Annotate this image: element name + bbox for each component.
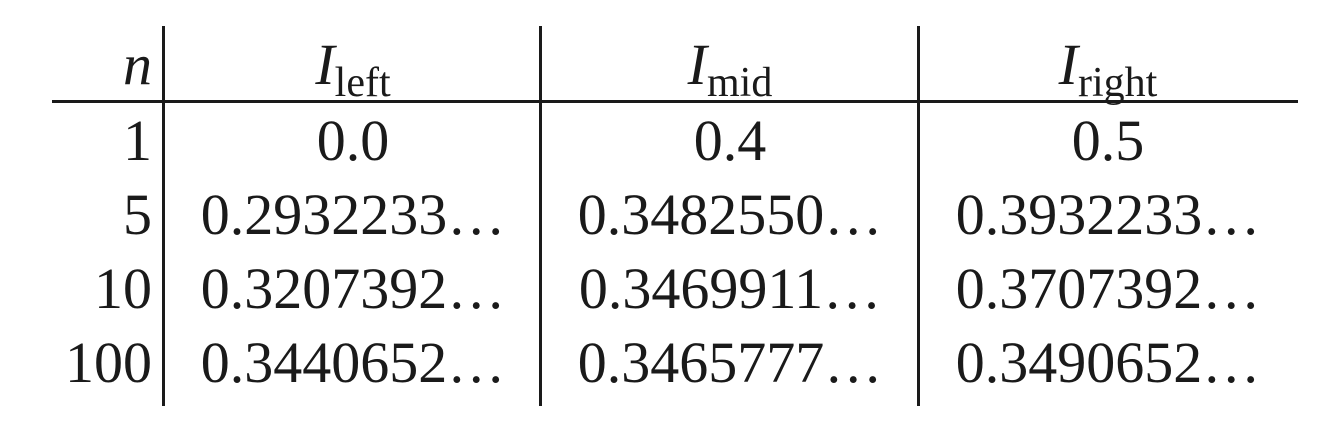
column-divider-n (162, 26, 165, 406)
table-cell-mid: 0.3465777… (577, 330, 883, 395)
table-cell-left: 0.3440652… (200, 330, 506, 395)
table-cell-n: 10 (94, 256, 152, 321)
header-i-right-subscript: right (1078, 60, 1158, 106)
table-cell-n: 100 (65, 330, 152, 395)
column-divider-mid (917, 26, 920, 406)
table-cell-mid: 0.4 (693, 108, 767, 173)
header-i-left (166, 28, 540, 106)
table-cell-n: 1 (123, 108, 152, 173)
table-cell-left: 0.3207392… (200, 256, 506, 321)
header-i-right (921, 28, 1295, 106)
header-i-right-symbol: I (1058, 32, 1078, 97)
table-cell-right: 0.3932233… (955, 182, 1261, 247)
table-cell-n: 5 (123, 182, 152, 247)
table-cell-left: 0.2932233… (200, 182, 506, 247)
integral-approximation-table (52, 22, 1298, 406)
header-i-mid-subscript: mid (706, 60, 773, 106)
header-i-mid-symbol: I (687, 32, 707, 97)
table-cell-mid: 0.3469911… (578, 256, 882, 321)
table-cell-right: 0.3490652… (955, 330, 1261, 395)
header-i-left-symbol: I (315, 32, 335, 97)
table-cell-mid: 0.3482550… (577, 182, 883, 247)
table-cell-left: 0.0 (316, 108, 390, 173)
table-cell-right: 0.3707392… (955, 256, 1261, 321)
table-cell-right: 0.5 (1071, 108, 1145, 173)
header-i-left-subscript: left (334, 60, 391, 106)
header-n: n (123, 32, 152, 97)
header-i-mid (543, 28, 917, 106)
